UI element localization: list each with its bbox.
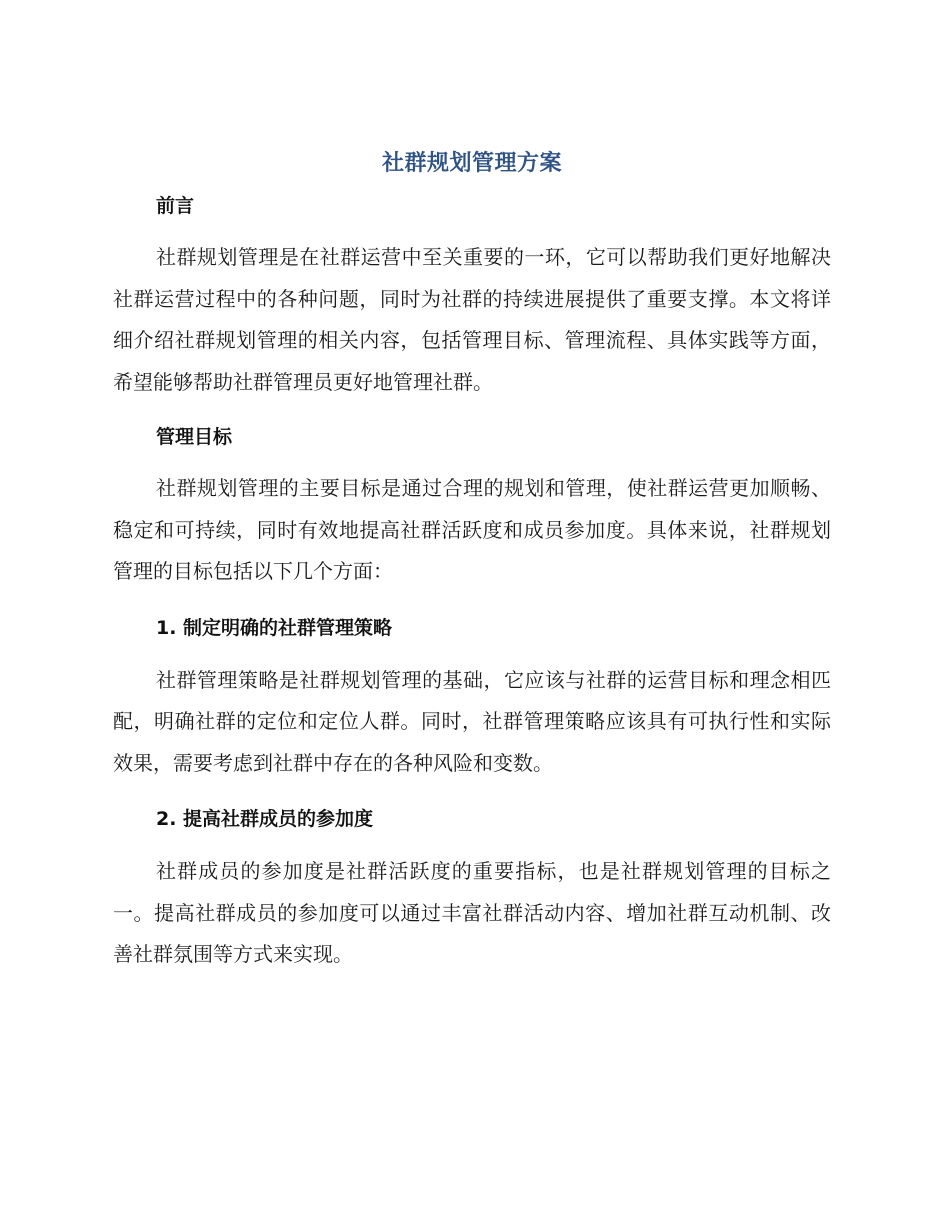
section-heading-participation: 2. 提高社群成员的参加度	[156, 808, 374, 830]
section-heading-preface: 前言	[156, 195, 195, 217]
document-body	[113, 146, 831, 976]
section-paragraph-goals: 社群规划管理的主要目标是通过合理的规划和管理，使社群运营更加顺畅、稳定和可持续，同时有效地提高社群活跃度和成员参加度。具体来说，社群规划管理的目标包括以下几个方面：	[113, 476, 831, 583]
section-heading-goals: 管理目标	[156, 426, 233, 448]
section-paragraph-participation: 社群成员的参加度是社群活跃度的重要指标，也是社群规划管理的目标之一。提高社群成员的参加度可以通过丰富社群活动内容、增加社群互动机制、改善社群氛围等方式来实现。	[113, 859, 831, 966]
section-heading-strategy: 1. 制定明确的社群管理策略	[156, 616, 393, 639]
section-paragraph-preface: 社群规划管理是在社群运营中至关重要的一环，它可以帮助我们更好地解决社群运营过程中的各种问题，同时为社群的持续进展提供了重要支撑。本文将详细介绍社群规划管理的相关内容，包括管理目标、管理流程、具体实践等方面，希望能够帮助社群管理员更好地管理社群。	[113, 245, 831, 394]
document-title: 社群规划管理方案	[381, 151, 562, 176]
section-paragraph-strategy: 社群管理策略是社群规划管理的基础，它应该与社群的运营目标和理念相匹配，明确社群的定位和定位人群。同时，社群管理策略应该具有可执行性和实际效果，需要考虑到社群中存在的各种风险和变数。	[113, 667, 831, 775]
